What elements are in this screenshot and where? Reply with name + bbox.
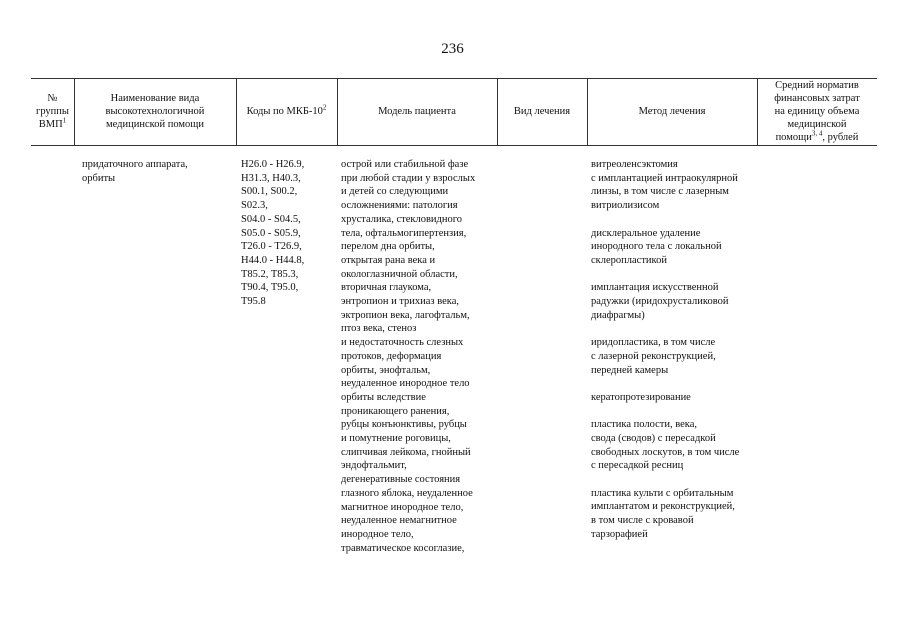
patient-model-line: эндофтальмит, — [341, 460, 407, 472]
icd-code-line: S00.1, S00.2, — [241, 186, 298, 198]
patient-model-line: эктропион века, лагофтальм, — [341, 309, 470, 321]
patient-model-line: окологлазничной области, — [341, 268, 458, 280]
patient-model-line: неудаленное немагнитное — [341, 515, 457, 527]
treatment-method-line: с имплантацией интраокулярной — [591, 172, 738, 184]
patient-model-line: и детей со следующими — [341, 186, 449, 198]
patient-model-line: энтропион и трихиаз века, — [341, 296, 459, 308]
patient-model-line: перелом дна орбиты, — [341, 241, 435, 253]
treatment-method-line: имплантация искусственной — [591, 282, 719, 294]
treatment-method-line: передней камеры — [591, 364, 669, 376]
header-cost-standard: Средний норматив финансовых затрат на единицу объема медицинской помощи$^{3, 4}$, рублей — [774, 80, 860, 143]
icd-code-line: S05.0 - S05.9, — [241, 227, 301, 239]
treatment-method-line: инородного тела с локальной — [591, 241, 722, 253]
header-treatment-type: Вид лечения — [513, 106, 571, 117]
treatment-method-line: склеропластикой — [591, 254, 667, 266]
icd-codes-cell — [241, 158, 304, 309]
patient-model-line: при любой стадии у взрослых — [341, 172, 476, 184]
treatment-method-line — [591, 213, 739, 227]
treatment-method-line: свода (сводов) с пересадкой — [591, 432, 716, 444]
patient-model-line: орбиты вследствие — [341, 391, 426, 403]
icd-code-line: S02.3, — [241, 200, 268, 212]
patient-model-line: открытая рана века и — [341, 254, 436, 266]
icd-code-line: T85.2, T85.3, — [241, 268, 299, 280]
patient-model-cell — [341, 158, 475, 555]
icd-code-line: T90.4, T95.0, — [241, 282, 299, 294]
header-treatment-method: Метод лечения — [638, 106, 706, 117]
patient-model-line: рубцы конъюнктивы, рубцы — [341, 419, 467, 431]
treatment-method-line: линзы, в том числе с лазерным — [591, 186, 729, 198]
treatment-method-line — [591, 322, 739, 336]
patient-model-line: протоков, деформация — [341, 350, 442, 362]
treatment-method-line: дисклеральное удаление — [591, 227, 701, 239]
icd-code-line: S04.0 - S04.5, — [241, 213, 301, 225]
header-icd-codes: Коды по МКБ-$10^2$ — [246, 103, 327, 117]
care-type-name-line: придаточного аппарата, — [82, 159, 188, 170]
patient-model-line: тела, офтальмогипертензия, — [341, 227, 467, 239]
treatment-method-line: имплантатом и реконструкцией, — [591, 501, 735, 513]
treatment-method-line: с пересадкой ресниц — [591, 460, 684, 472]
patient-model-line: острой или стабильной фазе — [341, 159, 469, 170]
patient-model-line: неудаленное инородное тело — [341, 378, 470, 390]
treatment-method-line: в том числе с кровавой — [591, 515, 694, 527]
treatment-method-line: радужки (иридохрусталиковой — [591, 296, 729, 307]
patient-model-line: травматическое косоглазие, — [341, 542, 465, 554]
treatment-method-line: диафрагмы) — [591, 309, 645, 321]
patient-model-line: и недостаточность слезных — [341, 337, 464, 349]
icd-code-line: H31.3, H40.3, — [241, 172, 301, 184]
treatment-method-line: витреоленсэктомия — [591, 159, 678, 170]
patient-model-line: инородное тело, — [341, 528, 414, 540]
patient-model-line: орбиты, энофтальм, — [341, 364, 431, 376]
patient-model-line: и помутнение роговицы, — [341, 433, 451, 445]
header-patient-model: Модель пациента — [378, 106, 456, 117]
treatment-method-line — [591, 473, 739, 487]
table-header-bottom-border — [31, 145, 877, 146]
icd-code-line: T95.8 — [241, 296, 266, 308]
treatment-method-line: витриолизисом — [591, 200, 660, 212]
patient-model-line: глазного яблока, неудаленное — [341, 487, 473, 499]
patient-model-line: слипчивая лейкома, гнойный — [341, 446, 471, 458]
patient-model-line: проникающего ранения, — [341, 405, 450, 417]
treatment-method-line: иридопластика, в том числе — [591, 337, 716, 349]
patient-model-line: магнитное инородное тело, — [341, 501, 464, 513]
treatment-method-line: пластика культи с орбитальным — [591, 487, 734, 499]
icd-code-line: H26.0 - H26.9, — [241, 159, 305, 170]
treatment-method-line — [591, 405, 739, 419]
treatment-method-line — [591, 377, 739, 391]
patient-model-line: осложнениями: патология — [341, 200, 458, 212]
patient-model-line: вторичная глаукома, — [341, 282, 432, 294]
treatment-method-line: с лазерной реконструкцией, — [591, 350, 716, 362]
header-group-number: № группы ВМП$^1$ — [36, 93, 69, 130]
treatment-method-cell — [591, 158, 739, 542]
treatment-method-line: свободных лоскутов, в том числе — [591, 446, 740, 458]
icd-code-line: H44.0 - H44.8, — [241, 254, 305, 266]
patient-model-line: хрусталика, стекловидного — [341, 213, 463, 225]
header-care-type-name: Наименование вида высокотехнологичной медицинской помощи — [105, 93, 205, 130]
treatment-method-line: тарзорафией — [591, 528, 648, 540]
patient-model-line: дегенеративные состояния — [341, 474, 461, 486]
icd-code-line: T26.0 - T26.9, — [241, 241, 302, 253]
treatment-method-line: кератопротезирование — [591, 391, 691, 403]
treatment-method-line: пластика полости, века, — [591, 419, 697, 431]
page-number: 236 — [441, 41, 464, 57]
treatment-method-line — [591, 268, 739, 282]
care-type-name-cell — [82, 158, 188, 185]
care-type-name-line: орбиты — [82, 172, 116, 184]
patient-model-line: птоз века, стеноз — [341, 323, 417, 335]
